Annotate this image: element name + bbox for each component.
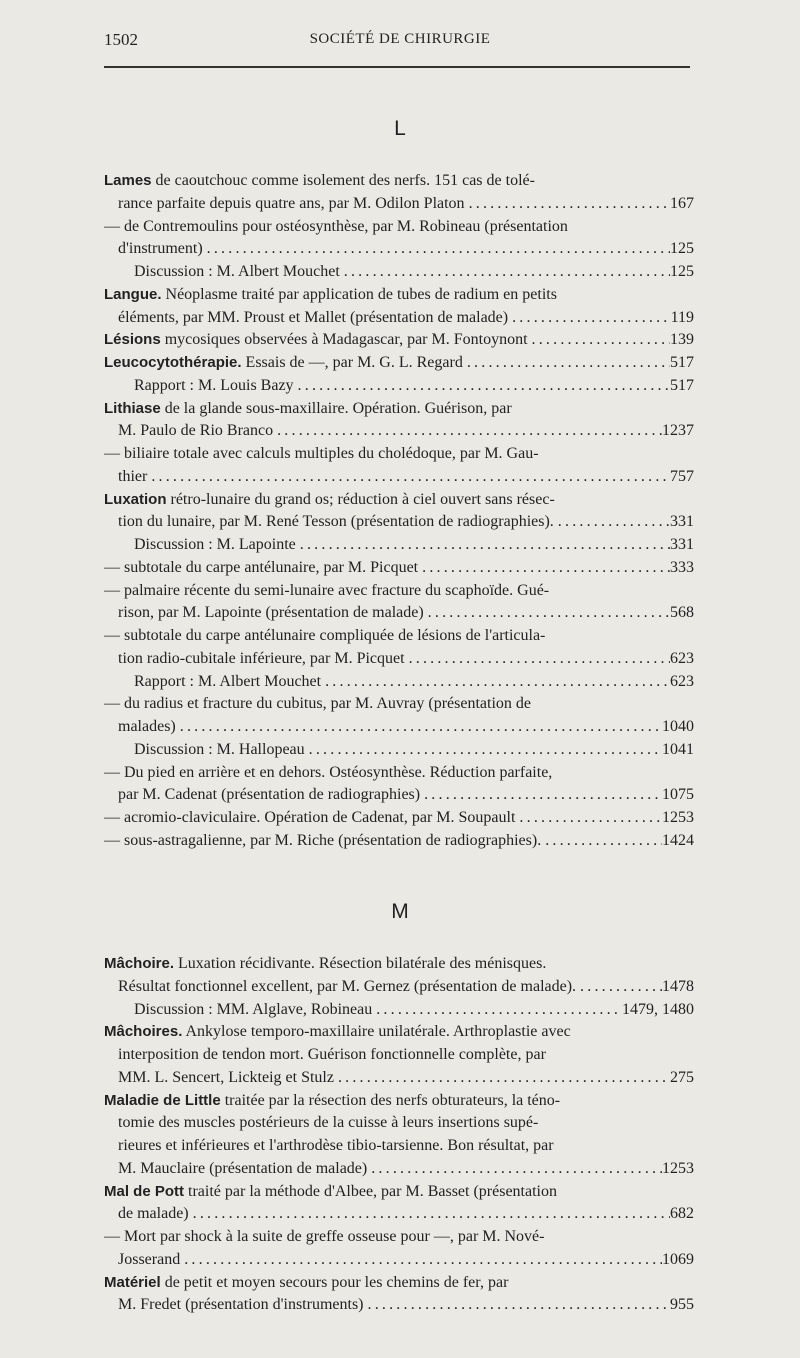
page-number: 1502	[104, 30, 138, 49]
entry-headword: Mal de Pott	[104, 1182, 185, 1200]
index-entry-line	[104, 976, 694, 999]
page-reference: 517	[670, 376, 694, 394]
entry-text: de malade)	[118, 1205, 189, 1223]
entry-text: — Mort par shock à la suite de greffe osseuse pour —, par M. Nové-	[104, 1228, 545, 1245]
entry-text: éléments, par MM. Proust et Mallet (présentation de malade)	[118, 308, 509, 326]
entry-text	[104, 284, 557, 307]
entry-text: Josserand	[118, 1250, 181, 1268]
page-reference: 1424	[662, 831, 694, 849]
dot-leader	[273, 420, 662, 443]
page-reference: 1237	[662, 422, 694, 440]
entry-text: M. Paulo de Rio Branco	[118, 422, 274, 440]
dot-leader	[508, 307, 670, 330]
index-entry-line	[104, 1272, 694, 1295]
entry-headword: Luxation	[104, 490, 167, 508]
dot-leader	[418, 557, 670, 580]
entry-text: — sous-astragalienne, par M. Riche (présentation de radiographies).	[104, 831, 542, 849]
index-entry-line	[104, 807, 694, 830]
index-entry-line	[104, 1135, 694, 1158]
entry-text	[104, 398, 512, 421]
dot-leader	[364, 1294, 671, 1317]
index-entry-line	[104, 1044, 694, 1067]
entry-text	[104, 170, 535, 193]
section-letter-m: M	[391, 900, 409, 923]
page-reference: 1478	[662, 977, 694, 995]
entry-text: M. Fredet (présentation d'instruments)	[118, 1296, 364, 1314]
entry-text: — du radius et fracture du cubitus, par M. Auvray (présentation de	[104, 695, 531, 713]
index-entry-line	[104, 329, 694, 352]
page-reference: 757	[670, 467, 694, 485]
index-entry-line	[104, 352, 694, 375]
index-entry-line	[104, 716, 694, 739]
entry-headword: Lésions	[104, 331, 161, 349]
dot-leader	[176, 716, 662, 739]
entry-text	[104, 1090, 560, 1113]
entry-text: rance parfaite depuis quatre ans, par M. Odilon Platon	[118, 194, 465, 212]
page-reference: 1040	[662, 718, 694, 735]
index-entry-line	[104, 1181, 694, 1204]
index-entry-line	[104, 739, 694, 762]
index-entry-line	[104, 602, 694, 625]
entry-description: Essais de —, par M. G. L. Regard	[241, 354, 463, 371]
index-entry-line	[104, 625, 694, 648]
entry-headword: Lithiase	[104, 399, 161, 417]
page-reference: 1069	[662, 1250, 694, 1268]
index-entry-line	[104, 557, 694, 580]
index-entry-line	[104, 1203, 694, 1226]
dot-leader	[463, 352, 670, 375]
running-header	[104, 30, 696, 52]
entry-headword: Lames	[104, 172, 152, 189]
entry-description: Luxation récidivante. Résection bilatérale des ménisques.	[174, 955, 547, 972]
page-reference: 1041	[662, 740, 694, 758]
index-entry-line	[104, 762, 694, 785]
entry-text: rison, par M. Lapointe (présentation de malade)	[118, 604, 424, 622]
page-reference: 1253	[662, 1159, 694, 1177]
index-entry-line	[104, 216, 694, 239]
entry-text: thier	[118, 467, 148, 485]
entry-text	[104, 1272, 508, 1295]
index-entry-line	[104, 1226, 694, 1249]
index-entry-line	[104, 170, 694, 193]
index-entry-line	[104, 830, 694, 853]
entry-text: MM. L. Sencert, Lickteig et Stulz	[118, 1068, 334, 1086]
dot-leader	[554, 511, 670, 534]
dot-leader	[340, 261, 670, 284]
entry-text: — de Contremoulins pour ostéosynthèse, par M. Robineau (présentation	[104, 217, 568, 235]
page-reference: 125	[670, 240, 694, 258]
page-reference: 1075	[662, 786, 694, 804]
entry-text: d'instrument)	[118, 240, 203, 258]
index-entry-line	[104, 693, 694, 716]
entry-description: de caoutchouc comme isolement des nerfs. 151 cas de tolé-	[151, 172, 535, 189]
index-entry-line	[104, 1158, 694, 1181]
entry-description: rétro-lunaire du grand os; réduction à ciel ouvert sans résec-	[166, 490, 555, 508]
index-entry-line	[104, 1021, 694, 1044]
entry-text: — biliaire totale avec calculs multiples du cholédoque, par M. Gau-	[104, 445, 539, 462]
dot-leader	[334, 1067, 670, 1090]
index-entry-line	[104, 443, 694, 466]
index-entry-line	[104, 375, 694, 398]
entry-text	[104, 352, 463, 375]
entry-text: rieures et inférieures et l'arthrodèse tibio-tarsienne. Bon résultat, par	[118, 1137, 554, 1154]
dot-leader	[372, 999, 622, 1022]
page-reference: 1253	[662, 809, 694, 826]
page-reference: 568	[670, 604, 694, 622]
index-entry-line	[104, 261, 694, 284]
dot-leader	[528, 329, 670, 352]
index-entry-line	[104, 398, 694, 421]
entry-text	[104, 489, 555, 512]
section-l-entries	[104, 170, 694, 853]
page-reference: 333	[670, 558, 694, 576]
index-entry-line	[104, 1249, 694, 1272]
entry-text: tion radio-cubitale inférieure, par M. Picquet	[118, 649, 405, 667]
entry-text: Résultat fonctionnel excellent, par M. Gernez (présentation de malade).	[118, 977, 577, 995]
entry-description: Ankylose temporo-maxillaire unilatérale. Arthroplastie avec	[182, 1023, 571, 1041]
page-reference: 682	[670, 1205, 694, 1223]
index-entry-line	[104, 1067, 694, 1090]
index-entry-line	[104, 671, 694, 694]
entry-text: tion du lunaire, par M. René Tesson (présentation de radiographies).	[118, 513, 554, 531]
page-reference: 331	[670, 513, 694, 531]
entry-text: M. Mauclaire (présentation de malade)	[118, 1159, 368, 1177]
index-entry-line	[104, 489, 694, 512]
dot-leader	[305, 739, 662, 762]
dot-leader	[541, 830, 662, 853]
dot-leader	[321, 671, 670, 694]
entry-headword: Maladie de Little	[104, 1091, 221, 1109]
index-entry-line	[104, 648, 694, 671]
dot-leader	[189, 1203, 670, 1226]
entry-text: Rapport : M. Louis Bazy	[134, 376, 294, 394]
entry-text: — Du pied en arrière et en dehors. Ostéosynthèse. Réduction parfaite,	[104, 763, 553, 781]
entry-text: Rapport : M. Albert Mouchet	[134, 672, 322, 690]
dot-leader	[180, 1249, 662, 1272]
dot-leader	[420, 784, 662, 807]
dot-leader	[515, 807, 662, 830]
entry-text: Discussion : M. Albert Mouchet	[134, 263, 340, 280]
entry-text: — subtotale du carpe antélunaire, par M. Picquet	[104, 558, 419, 576]
index-entry-line	[104, 238, 694, 261]
page-reference: 125	[670, 263, 694, 280]
dot-leader	[296, 534, 670, 557]
entry-description: de la glande sous-maxillaire. Opération. Guérison, par	[160, 399, 512, 417]
index-entry-line	[104, 534, 694, 557]
index-entry-line	[104, 1112, 694, 1135]
dot-leader	[147, 466, 670, 489]
section-m-entries	[104, 953, 694, 1317]
entry-text: Discussion : M. Hallopeau	[134, 740, 305, 758]
entry-headword: Mâchoires.	[104, 1023, 183, 1041]
index-entry-line	[104, 193, 694, 216]
entry-text	[104, 953, 546, 976]
entry-headword: Leucocytothérapie.	[104, 354, 242, 371]
entry-text	[104, 329, 528, 352]
entry-text: — acromio-claviculaire. Opération de Cadenat, par M. Soupault	[104, 809, 516, 826]
entry-headword: Langue.	[104, 285, 162, 303]
dot-leader	[405, 648, 670, 671]
index-entry-line	[104, 511, 694, 534]
section-letter-l: L	[394, 117, 406, 140]
page-reference: 1479, 1480	[622, 1000, 694, 1018]
index-entry-line	[104, 466, 694, 489]
page-reference: 623	[670, 672, 694, 690]
dot-leader	[367, 1158, 662, 1181]
page-reference: 517	[670, 354, 694, 371]
index-entry-line	[104, 953, 694, 976]
index-entry-line	[104, 999, 694, 1022]
page-reference: 275	[670, 1068, 694, 1086]
entry-description: traitée par la résection des nerfs obturateurs, la téno-	[220, 1091, 561, 1109]
entry-description: de petit et moyen secours pour les chemins de fer, par	[160, 1273, 509, 1291]
index-entry-line	[104, 580, 694, 603]
entry-text	[104, 1021, 571, 1044]
entry-text: tomie des muscles postérieurs de la cuisse à leurs insertions supé-	[118, 1114, 539, 1132]
index-entry-line	[104, 307, 694, 330]
index-entry-line	[104, 420, 694, 443]
dot-leader	[294, 375, 670, 398]
running-title: SOCIÉTÉ DE CHIRURGIE	[309, 31, 491, 47]
index-entry-line	[104, 284, 694, 307]
entry-description: traité par la méthode d'Albee, par M. Basset (présentation	[184, 1182, 557, 1200]
entry-text: malades)	[118, 718, 176, 735]
entry-description: Néoplasme traité par application de tubes de radium en petits	[161, 285, 557, 303]
dot-leader	[465, 193, 670, 216]
entry-text: Discussion : M. Lapointe	[134, 536, 296, 553]
entry-text: — subtotale du carpe antélunaire compliquée de lésions de l'articula-	[104, 627, 546, 644]
entry-text	[104, 1181, 557, 1204]
page-reference: 955	[670, 1296, 694, 1314]
page-reference: 331	[670, 536, 694, 553]
index-entry-line	[104, 1294, 694, 1317]
dot-leader	[424, 602, 670, 625]
entry-text: Discussion : MM. Alglave, Robineau	[134, 1000, 373, 1018]
header-rule	[104, 66, 690, 68]
entry-text: interposition de tendon mort. Guérison fonctionnelle complète, par	[118, 1046, 546, 1063]
page-reference: 139	[670, 331, 694, 349]
page-reference: 119	[670, 308, 694, 326]
index-entry-line	[104, 1090, 694, 1113]
dot-leader	[576, 976, 662, 999]
entry-headword: Matériel	[104, 1273, 161, 1291]
index-entry-line	[104, 784, 694, 807]
dot-leader	[203, 238, 670, 261]
page-reference: 623	[670, 649, 694, 667]
entry-description: mycosiques observées à Madagascar, par M. Fontoynont	[160, 331, 528, 349]
entry-text: par M. Cadenat (présentation de radiographies)	[118, 786, 421, 804]
page-reference: 167	[670, 194, 694, 212]
entry-text: — palmaire récente du semi-lunaire avec fracture du scaphoïde. Gué-	[104, 581, 550, 599]
entry-headword: Mâchoire.	[104, 955, 175, 972]
